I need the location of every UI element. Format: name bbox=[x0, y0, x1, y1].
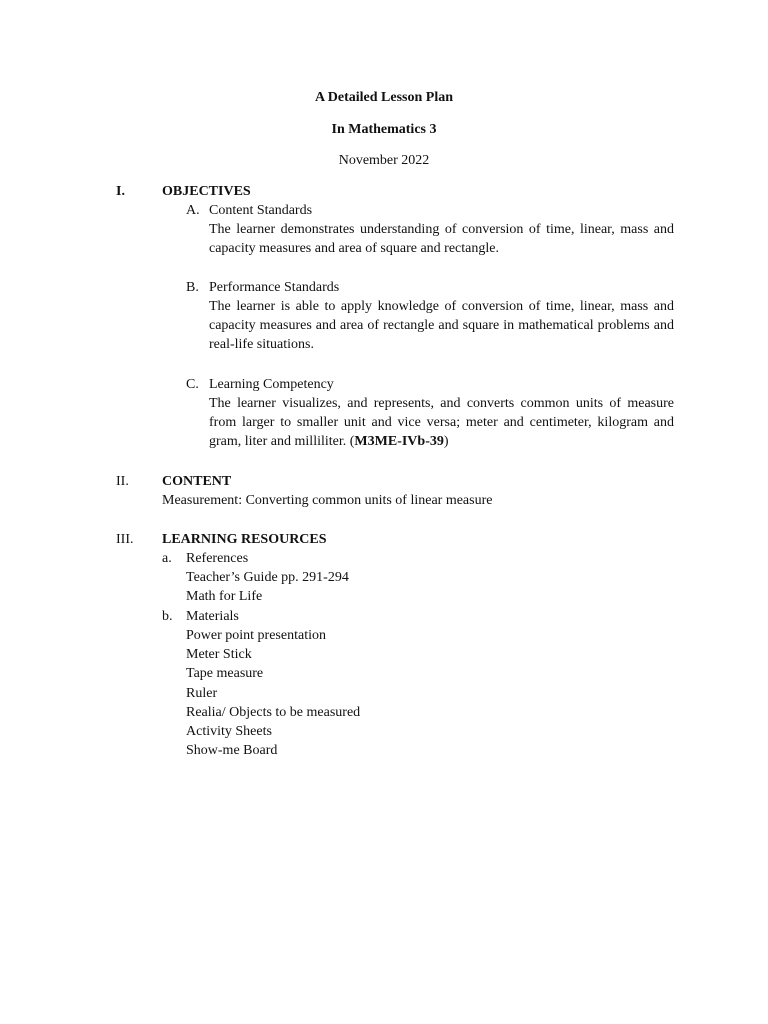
reference-item: Teacher’s Guide pp. 291-294 bbox=[186, 570, 349, 585]
competency-code: M3ME-IVb-39 bbox=[354, 434, 444, 449]
content-text: Measurement: Converting common units of linear measure bbox=[162, 493, 493, 508]
subsection-letter-a: A. bbox=[186, 203, 200, 218]
subsection-label-performance-standards: Performance Standards bbox=[209, 280, 340, 295]
section-numeral-resources: III. bbox=[116, 532, 134, 547]
learning-competency-text bbox=[209, 394, 674, 451]
subsection-label-materials: Materials bbox=[186, 609, 239, 624]
material-item: Power point presentation bbox=[186, 628, 326, 643]
subsection-letter-c: C. bbox=[186, 377, 199, 392]
subsection-label-content-standards: Content Standards bbox=[209, 203, 313, 218]
subsection-letter-materials: b. bbox=[162, 609, 173, 624]
material-item: Ruler bbox=[186, 686, 218, 701]
subsection-label-references: References bbox=[186, 551, 249, 566]
material-item: Activity Sheets bbox=[186, 724, 272, 739]
performance-standards-text: The learner is able to apply knowledge of conversion of time, linear, mass and capacity measures and area of rectangle and square in mathematical problems and real-life situations. bbox=[209, 299, 674, 352]
section-numeral-objectives: I. bbox=[116, 184, 125, 199]
document-title: A Detailed Lesson Plan bbox=[314, 90, 454, 105]
subsection-letter-references: a. bbox=[162, 551, 172, 566]
material-item: Realia/ Objects to be measured bbox=[186, 705, 361, 720]
section-numeral-content: II. bbox=[116, 474, 129, 489]
subsection-letter-b: B. bbox=[186, 280, 199, 295]
material-item: Show-me Board bbox=[186, 743, 278, 758]
section-heading-resources: LEARNING RESOURCES bbox=[162, 532, 327, 547]
reference-item: Math for Life bbox=[186, 589, 263, 604]
material-item: Meter Stick bbox=[186, 647, 252, 662]
content-standards-text: The learner demonstrates understanding of conversion of time, linear, mass and capacity measures and area of square and rectangle. bbox=[209, 222, 674, 256]
document-date: November 2022 bbox=[338, 153, 430, 168]
section-heading-content: CONTENT bbox=[162, 474, 232, 489]
document-subtitle: In Mathematics 3 bbox=[331, 122, 437, 137]
subsection-label-learning-competency: Learning Competency bbox=[209, 377, 334, 392]
section-heading-objectives: OBJECTIVES bbox=[162, 184, 251, 199]
learning-competency-body: The learner visualizes, and represents, and converts common units of measure from larger to smaller unit and vice versa; meter and centimeter, kilogram and gram, liter and milliliter. ( bbox=[209, 396, 674, 449]
material-item: Tape measure bbox=[186, 666, 264, 681]
competency-code-close: ) bbox=[443, 434, 449, 449]
